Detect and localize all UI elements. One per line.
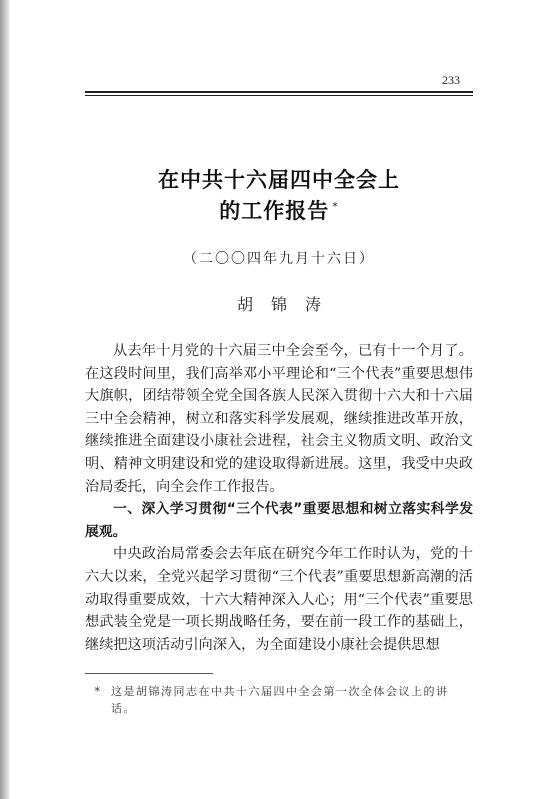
footnote-rule: [85, 673, 213, 674]
paragraph-2: 中央政治局常委会去年底在研究今年工作时认为，党的十六大以来，全党兴起学习贯彻“三个代表”重要思想新高潮的活动取得重要成效，十六大精神深入人心；用“三个代表”重要思想武装全党是一项长期战略任务，要在前一段工作的基础上，继续把这项活动引向深入，为全面建设小康社会提供思想: [85, 546, 473, 653]
title-footnote-mark: *: [332, 200, 339, 213]
title-line-1: [85, 164, 473, 196]
header-rule-thin: [85, 95, 473, 96]
author-name: 胡锦涛: [236, 295, 339, 314]
page-number: 233: [442, 73, 460, 87]
body-text: [85, 340, 473, 656]
header-rule-thick: [85, 91, 473, 93]
book-spine-shadow: [0, 0, 10, 799]
footnote-text-line-2: 话。: [111, 702, 136, 715]
title-text-2: 的工作报告: [219, 199, 330, 223]
footnote: [85, 683, 473, 717]
date-line: （二〇〇四年九月十六日）: [183, 251, 375, 267]
title-text-1: 在中共十六届四中全会上: [158, 168, 400, 192]
footnote-text-line-1: 这是胡锦涛同志在中共十六届四中全会第一次全体会议上的讲: [111, 685, 449, 698]
section-heading-1: 一、深入学习贯彻“三个代表”重要思想和树立落实科学发展观。: [85, 501, 473, 540]
title-line-2: [85, 195, 473, 227]
paragraph-1: 从去年十月党的十六届三中全会至今，已有十一个月了。在这段时间里，我们高举邓小平理论和“三个代表”重要思想伟大旗帜，团结带领全党全国各族人民深入贯彻十六大和十六届三中全会精神，树立和落实科学发展观，继续推进改革开放，继续推进全面建设小康社会进程，社会主义物质文明、政治文明、精神文明建设和党的建设取得新进展。这里，我受中央政治局委托，向全会作工作报告。: [85, 343, 473, 495]
footnote-mark: *: [94, 685, 102, 698]
